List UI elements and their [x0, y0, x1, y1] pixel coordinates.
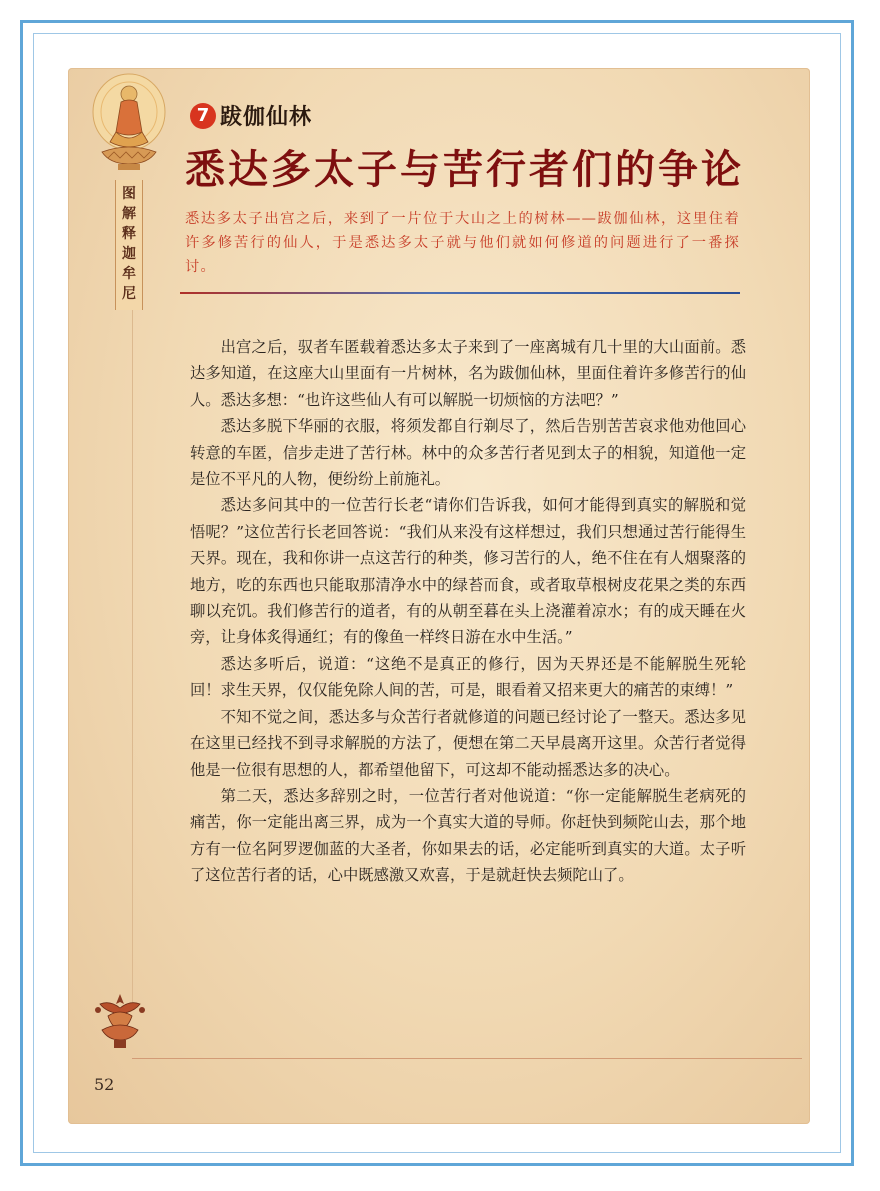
chapter-title: 悉达多太子与苦行者们的争论: [185, 147, 744, 193]
lotus-ornament-icon: [90, 990, 150, 1052]
body-paragraph: 悉达多脱下华丽的衣服，将须发都自行剃尽了，然后告别苦苦哀求他劝他回心转意的车匿，信步走进了苦行林。林中的众多苦行者见到太子的相貌，知道他一定是位不平凡的人物，便纷纷上前施礼。: [190, 417, 746, 489]
ribbon-char: 图: [122, 186, 136, 202]
ribbon-char: 解: [122, 206, 136, 222]
title-divider: [180, 292, 740, 294]
body-paragraph: 第二天，悉达多辞别之时，一位苦行者对他说道：“你一定能解脱生老病死的痛苦，你一定能出离三界，成为一个真实大道的导师。你赶快到频陀山去，那个地方有一位名阿罗逻伽蓝的大圣者，你如果去的话，必定能听到真实的大道。太子听了这位苦行者的话，心中既感激又欢喜，于是就赶快去频陀山了。: [190, 786, 746, 885]
intro-paragraph: 悉达多太子出宫之后，来到了一片位于大山之上的树林——跋伽仙林，这里住着许多修苦行的仙人，于是悉达多太子就与他们就如何修道的问题进行了一番探讨。: [185, 211, 740, 275]
side-ribbon: [115, 180, 143, 310]
body-paragraph: 悉达多听后，说道：“这绝不是真正的修行，因为天界还是不能解脱生死轮回！求生天界，仅仅能免除人间的苦，可是，眼看着又招来更大的痛苦的束缚！”: [190, 654, 746, 700]
buddha-illustration-icon: [88, 72, 170, 174]
page-number: 52: [94, 1075, 115, 1094]
body-paragraph: 悉达多问其中的一位苦行长老“请你们告诉我，如何才能得到真实的解脱和觉悟呢？”这位苦行长老回答说：“我们从来没有这样想过，我们只想通过苦行能得生天界。现在，我和你讲一点这苦行的种类，修习苦行的人，绝不住在有人烟聚落的地方，吃的东西也只能取那清净水中的绿苔而食，或者取草根树皮花果之类的东西聊以充饥。我们修苦行的道者，有的从朝至暮在头上浇灌着凉水；有的成天睡在火旁，让身体炙得通红；有的像鱼一样终日游在水中生活。”: [190, 496, 746, 647]
margin-line: [132, 310, 133, 1010]
ribbon-char: 牟: [122, 266, 136, 282]
bottom-rule: [132, 1058, 802, 1059]
section-number-badge: 7: [190, 103, 216, 129]
ribbon-char: 尼: [122, 286, 136, 302]
body-text: [190, 334, 746, 889]
ribbon-char: 释: [122, 226, 136, 242]
body-paragraph: 出宫之后，驭者车匿载着悉达多太子来到了一座离城有几十里的大山面前。悉达多知道，在这座大山里面有一片树林，名为跋伽仙林，里面住着许多修苦行的仙人。悉达多想：“也许这些仙人有可以解脱一切烦恼的方法吧？”: [190, 338, 746, 409]
section-label: 跋伽仙林: [220, 105, 313, 130]
body-paragraph: 不知不觉之间，悉达多与众苦行者就修道的问题已经讨论了一整天。悉达多见在这里已经找不到寻求解脱的方法了，便想在第二天早晨离开这里。众苦行者觉得他是一位很有思想的人，都希望他留下，可这却不能动摇悉达多的决心。: [190, 707, 746, 779]
ribbon-char: 迦: [122, 246, 136, 262]
